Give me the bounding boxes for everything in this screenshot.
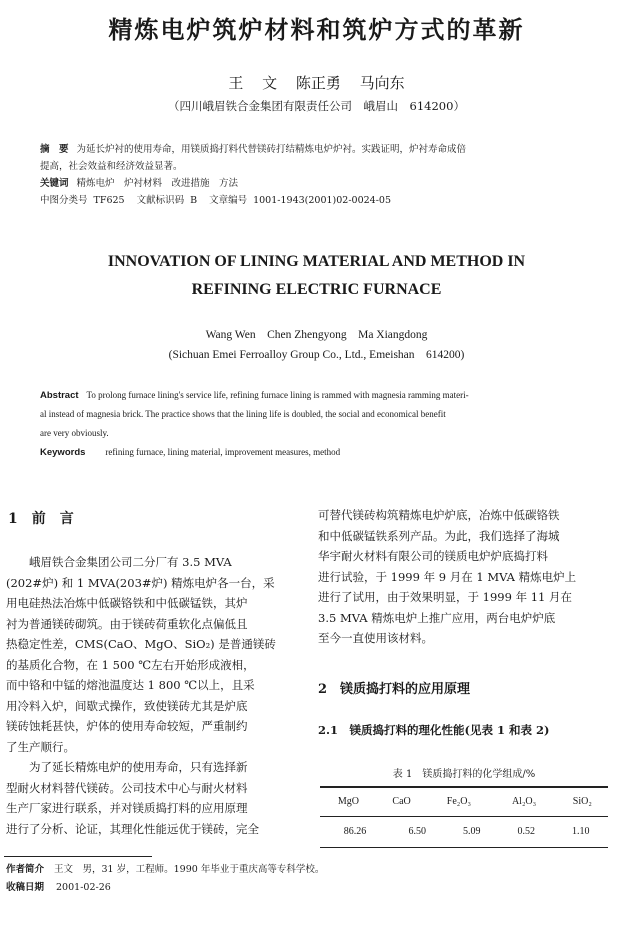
author-bio-label: 作者简介 bbox=[6, 864, 45, 875]
section1-heading: 1 前 言 bbox=[8, 511, 74, 527]
table1 bbox=[320, 786, 608, 848]
para-2 bbox=[6, 757, 296, 839]
col2-line: 至今一直使用该材料。 bbox=[318, 631, 433, 645]
col2-line: 3.5 MVA 精炼电炉上推广应用，两台电炉炉底 bbox=[318, 610, 556, 625]
p1-line: 而中铬和中锰的熔池温度达 1 800 ℃以上，且采 bbox=[6, 678, 255, 692]
abstract-cn-line1: 为延长炉衬的使用寿命，用镁质捣打料代替镁砖打结精炼电炉炉衬。实践证明，炉衬寿命成倍 bbox=[76, 144, 467, 155]
p2-line: 为了延长精炼电炉的使用寿命，只有选择新 bbox=[29, 760, 248, 774]
abstract-cn-line2: 提高，社会效益和经济效益显著。 bbox=[40, 161, 183, 172]
keywords-cn-label: 关键词 bbox=[40, 178, 69, 189]
classification-line bbox=[40, 192, 580, 209]
col2-line: 进行了试用，由于效果明显，于 1999 年 11 月在 bbox=[318, 590, 573, 604]
keywords-en-label: Keywords bbox=[40, 447, 86, 458]
table-cell: 86.26 bbox=[343, 826, 367, 837]
table1-body bbox=[320, 817, 608, 847]
footnote bbox=[6, 861, 324, 897]
table-header-cell: MgO bbox=[337, 796, 359, 807]
left-column bbox=[6, 552, 296, 839]
doc-label: 文献标识码 bbox=[136, 195, 185, 206]
abstract-en-line3: are very obviously. bbox=[40, 428, 109, 438]
table-header-cell: Al₂O₃ bbox=[511, 796, 537, 807]
section21-heading: 2.1 镁质捣打料的理化性能(见表 1 和表 2) bbox=[318, 723, 550, 737]
english-title-line1: INNOVATION OF LINING MATERIAL AND METHOD IN bbox=[107, 253, 526, 270]
p1-line: 了生产顺行。 bbox=[6, 739, 75, 754]
paper-title: 精炼电炉筑炉材料和筑炉方式的革新 bbox=[108, 15, 525, 44]
p1-line: 的基质化合物，在 1 500 ℃左右开始形成液相， bbox=[6, 657, 255, 672]
received-date-value: 2001-02-26 bbox=[56, 882, 111, 893]
table-header-row bbox=[320, 788, 608, 816]
p1-line: 热稳定性差，CMS(CaO、MgO、SiO₂) 是普通镁砖 bbox=[6, 637, 276, 651]
p1-line: (202#炉) 和 1 MVA(203#炉) 精炼电炉各一台，采 bbox=[6, 575, 275, 590]
footnote-rule bbox=[4, 856, 152, 857]
p1-line: 峨眉铁合金集团公司二分厂有 3.5 MVA bbox=[29, 555, 232, 569]
english-title bbox=[0, 248, 633, 304]
table-cell: 5.09 bbox=[463, 826, 481, 837]
p1-line: 镁砖蚀耗甚快，炉体的使用寿命较短，严重制约 bbox=[6, 719, 248, 733]
p1-line: 用电硅热法冶炼中低碳铬铁和中低碳锰铁，其炉 bbox=[6, 596, 248, 610]
p1-line: 用冷料入炉，间歇式操作，致使镁砖尤其是炉底 bbox=[6, 698, 248, 713]
abstract-cn bbox=[40, 141, 580, 209]
abstract-en-line1: To prolong furnace lining's service life, refining furnace lining is rammed with magnesia ramming materi- bbox=[86, 390, 469, 400]
col2-line: 和中低碳锰铁系列产品。为此，我们选择了海城 bbox=[318, 528, 560, 543]
table-cell: 0.52 bbox=[517, 826, 535, 837]
col2-line: 华宇耐火材料有限公司的镁质电炉炉底捣打料 bbox=[318, 549, 548, 563]
p2-line: 进行了分析、论证，其理化性能远优于镁砖，完全 bbox=[6, 821, 259, 836]
table-header-cell: SiO₂ bbox=[572, 796, 592, 807]
article-value: 1001-1943(2001)02-0024-05 bbox=[253, 195, 392, 206]
para-1 bbox=[6, 552, 296, 757]
affiliation: （四川峨眉铁合金集团有限责任公司 峨眉山 614200） bbox=[168, 99, 465, 113]
p2-line: 型耐火材料替代镁砖。公司技术中心与耐火材料 bbox=[6, 780, 248, 795]
doc-value: B bbox=[190, 195, 198, 206]
authors: 王 文 陈正勇 马向东 bbox=[228, 74, 405, 92]
article-label: 文章编号 bbox=[209, 195, 248, 206]
table-row bbox=[320, 817, 608, 847]
col2-line: 进行试验，于 1999 年 9 月在 1 MVA 精炼电炉上 bbox=[318, 569, 577, 584]
abstract-cn-label: 摘 要 bbox=[40, 144, 69, 155]
keywords-cn-text: 精炼电炉 炉衬材料 改进措施 方法 bbox=[76, 178, 239, 189]
author-bio-text: 王文 男，31 岁，工程师。1990 年毕业于重庆高等专科学校。 bbox=[54, 864, 325, 875]
received-date-label: 收稿日期 bbox=[6, 882, 45, 893]
right-column bbox=[318, 505, 610, 649]
keywords-en-text: refining furnace, lining material, improvement measures, method bbox=[105, 447, 341, 457]
table-header-cell: CaO bbox=[392, 796, 411, 807]
table-cell: 1.10 bbox=[572, 826, 590, 837]
p2-line: 生产厂家进行联系，并对镁质捣打料的应用原理 bbox=[6, 801, 248, 815]
table-bottom-rule bbox=[320, 847, 608, 849]
english-title-line2: REFINING ELECTRIC FURNACE bbox=[191, 281, 442, 298]
class-value: TF625 bbox=[93, 195, 125, 206]
abstract-en bbox=[40, 386, 575, 462]
table1-caption: 表 1 镁质捣打料的化学组成/% bbox=[392, 769, 536, 780]
p1-line: 衬为普通镁砖砌筑。由于镁砖荷重软化点偏低且 bbox=[6, 616, 248, 631]
abstract-en-label: Abstract bbox=[40, 390, 79, 401]
english-affiliation: (Sichuan Emei Ferroalloy Group Co., Ltd., Emeishan 614200) bbox=[168, 349, 465, 361]
english-authors: Wang Wen Chen Zhengyong Ma Xiangdong bbox=[205, 329, 428, 341]
abstract-en-line2: al instead of magnesia brick. The practice shows that the lining life is doubled, the social and economical benefit bbox=[40, 409, 446, 419]
class-label: 中图分类号 bbox=[40, 195, 88, 206]
table1-grid bbox=[320, 788, 608, 816]
col2-line: 可替代镁砖构筑精炼电炉炉底，冶炼中低碳铬铁 bbox=[318, 508, 560, 522]
table-cell: 6.50 bbox=[408, 826, 427, 837]
table-header-cell: Fe₂O₃ bbox=[446, 796, 471, 807]
section2-heading: 2 镁质捣打料的应用原理 bbox=[318, 682, 471, 697]
para-3 bbox=[318, 505, 610, 649]
